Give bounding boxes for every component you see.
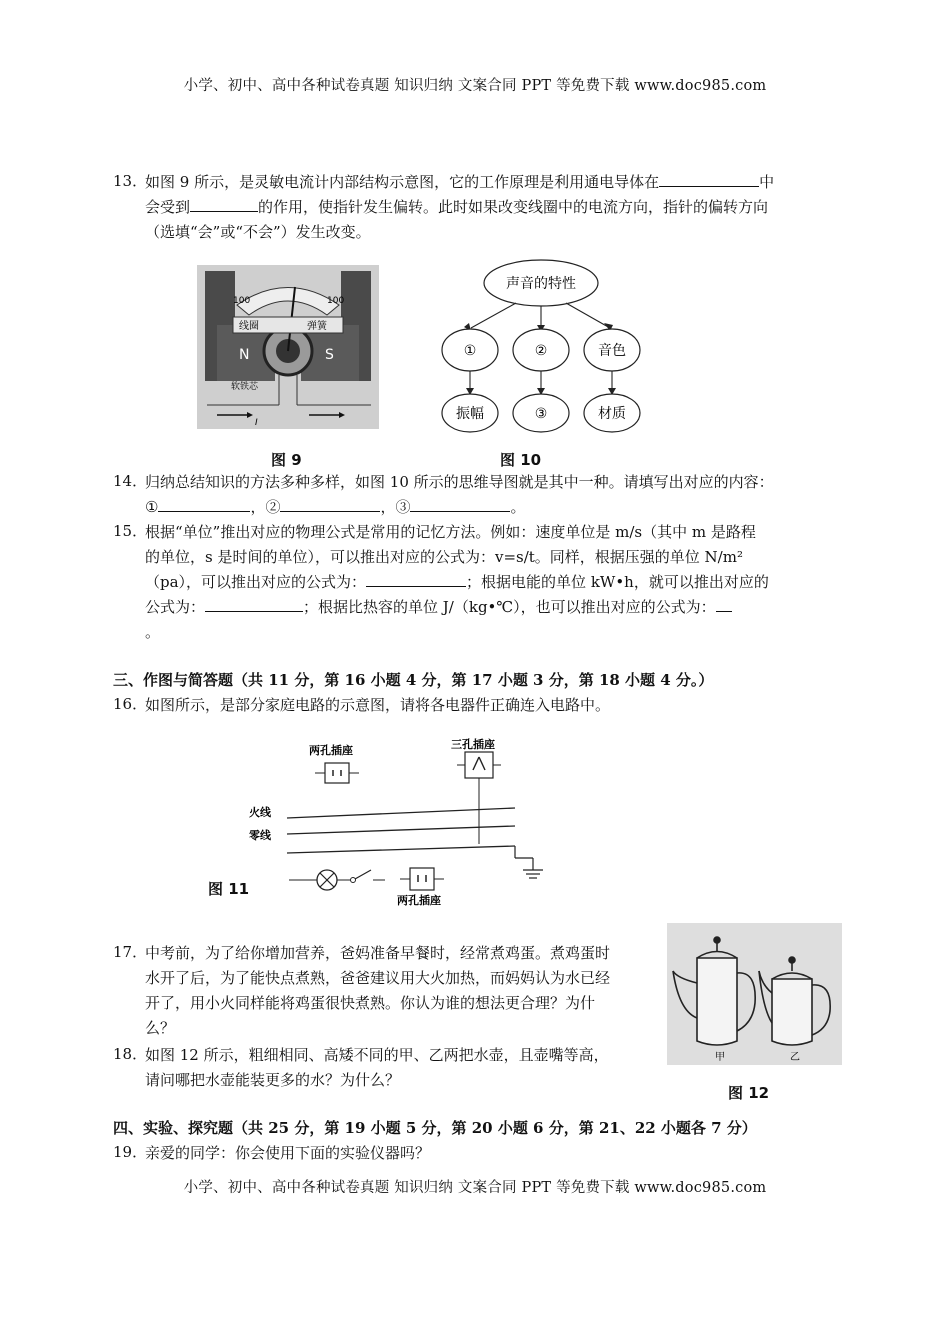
- label-current: I: [255, 418, 258, 428]
- node-bottom-1-label: 振幅: [456, 406, 484, 422]
- answer-blank[interactable]: [280, 496, 380, 512]
- two-hole-socket-top: [325, 763, 349, 783]
- live-wire: [287, 808, 515, 818]
- figure-11-circuit: [205, 730, 555, 910]
- figure-9-galvanometer: [197, 265, 379, 429]
- answer-blank[interactable]: [366, 571, 466, 587]
- question-text: [145, 195, 768, 220]
- scale-left: 100: [233, 296, 251, 306]
- question-text: [145, 570, 769, 595]
- answer-blank[interactable]: [659, 171, 759, 187]
- figure-10-caption: 图 10: [500, 451, 542, 469]
- question-text: 么？: [145, 1019, 176, 1037]
- neutral-wire: [287, 826, 515, 834]
- figure-10-mind-map: [438, 255, 648, 435]
- label-kettle-a: 甲: [715, 1052, 725, 1063]
- scale-right: 100: [327, 296, 345, 306]
- figure-12-kettles: [667, 923, 842, 1065]
- question-text: [145, 170, 774, 195]
- text-segment: ①: [145, 498, 159, 516]
- label-live-wire: 火线: [249, 806, 271, 819]
- label-two-hole-socket-top: 两孔插座: [309, 744, 353, 757]
- text-segment: 的作用，使指针发生偏转。此时如果改变线圈中的电流方向，指针的偏转方向: [258, 198, 769, 216]
- label-three-hole-socket: 三孔插座: [451, 738, 495, 751]
- node-root-label: 声音的特性: [506, 276, 576, 292]
- answer-blank[interactable]: [410, 496, 510, 512]
- node-bottom-3-label: 材质: [598, 406, 626, 422]
- question-number: 15．: [113, 522, 148, 540]
- label-two-hole-socket-bottom: 两孔插座: [397, 894, 441, 907]
- figure-12-caption: 图 12: [728, 1084, 770, 1102]
- text-segment: （pa），可以推出对应的公式为：: [145, 573, 367, 591]
- question-text: 如图 12 所示，粗细相同、高矮不同的甲、乙两把水壶，且壶嘴等高，: [145, 1046, 609, 1064]
- node-mid-2-label: ②: [534, 343, 548, 359]
- text-segment: 。: [510, 498, 526, 516]
- text-segment: 公式为：: [145, 598, 206, 616]
- question-text: [145, 495, 526, 520]
- answer-blank[interactable]: [158, 496, 250, 512]
- question-text: [145, 595, 732, 620]
- section-3-title: 三、作图与简答题（共 11 分，第 16 小题 4 分，第 17 小题 3 分，第 18 小题 4 分。）: [113, 671, 714, 689]
- label-spring: 弹簧: [307, 321, 327, 332]
- ground-wire: [287, 846, 515, 853]
- question-text: （选填“会”或“不会”）发生改变。: [145, 223, 371, 241]
- question-number: 17．: [113, 943, 148, 961]
- answer-blank[interactable]: [205, 596, 303, 612]
- question-text: 亲爱的同学：你会使用下面的实验仪器吗？: [145, 1144, 431, 1162]
- page-header: 小学、初中、高中各种试卷真题 知识归纳 文案合同 PPT 等免费下载 www.doc985.com: [183, 78, 767, 94]
- question-text: 归纳总结知识的方法多种多样，如图 10 所示的思维导图就是其中一种。请填写出对应的内容：: [145, 473, 774, 491]
- question-text: 开了，用小火同样能将鸡蛋很快煮熟。你认为谁的想法更合理？为什: [145, 994, 596, 1012]
- three-hole-socket: [465, 752, 493, 778]
- question-text: 中考前，为了给你增加营养，爸妈准备早餐时，经常煮鸡蛋。煮鸡蛋时: [145, 944, 611, 962]
- question-text: 。: [145, 623, 161, 641]
- answer-blank[interactable]: [716, 596, 732, 612]
- two-hole-socket-bottom: [410, 868, 434, 890]
- text-segment: ；根据电能的单位 kW•h，就可以推出对应的: [466, 573, 769, 591]
- question-number: 18．: [113, 1045, 148, 1063]
- question-number: 13．: [113, 172, 148, 190]
- text-segment: ，②: [250, 498, 281, 516]
- question-text: 如图所示，是部分家庭电路的示意图，请将各电器件正确连入电路中。: [145, 696, 611, 714]
- node-mid-1-label: ①: [463, 343, 477, 359]
- text-segment: ；根据比热容的单位 J/（kg•℃），也可以推出对应的公式为：: [303, 598, 716, 616]
- question-text: 水开了后，为了能快点煮熟，爸爸建议用大火加热，而妈妈认为水已经: [145, 969, 611, 987]
- question-text: 根据“单位”推出对应的物理公式是常用的记忆方法。例如：速度单位是 m/s（其中 m 是路程: [145, 523, 756, 541]
- text-segment: ，③: [380, 498, 411, 516]
- figure-11-caption: 图 11: [208, 880, 250, 898]
- label-coil: 线圈: [239, 321, 259, 332]
- question-text: 请问哪把水壶能装更多的水？为什么？: [145, 1071, 401, 1089]
- label-kettle-b: 乙: [790, 1052, 800, 1063]
- node-mid-3-label: 音色: [598, 343, 626, 359]
- switch-symbol: [351, 878, 356, 883]
- question-number: 16．: [113, 695, 148, 713]
- text-segment: 会受到: [145, 198, 191, 216]
- figure-9-caption: 图 9: [271, 451, 302, 469]
- text-segment: 如图 9 所示，是灵敏电流计内部结构示意图，它的工作原理是利用通电导体在: [145, 173, 660, 191]
- question-number: 14．: [113, 472, 148, 490]
- page-footer: 小学、初中、高中各种试卷真题 知识归纳 文案合同 PPT 等免费下载 www.doc985.com: [183, 1180, 767, 1196]
- answer-blank[interactable]: [190, 196, 258, 212]
- label-south: S: [325, 347, 334, 363]
- section-4-title: 四、实验、探究题（共 25 分，第 19 小题 5 分，第 20 小题 6 分，第 21、22 小题各 7 分）: [113, 1119, 757, 1137]
- node-bottom-2-label: ③: [534, 406, 548, 422]
- text-segment: 中: [759, 173, 775, 191]
- question-number: 19．: [113, 1143, 148, 1161]
- question-text: 的单位，s 是时间的单位），可以推出对应的公式为：v=s/t。同样，根据压强的单位 N/m²: [145, 548, 743, 566]
- label-neutral-wire: 零线: [249, 829, 271, 842]
- label-north: N: [239, 347, 250, 363]
- label-soft-iron-core: 软铁芯: [231, 382, 259, 392]
